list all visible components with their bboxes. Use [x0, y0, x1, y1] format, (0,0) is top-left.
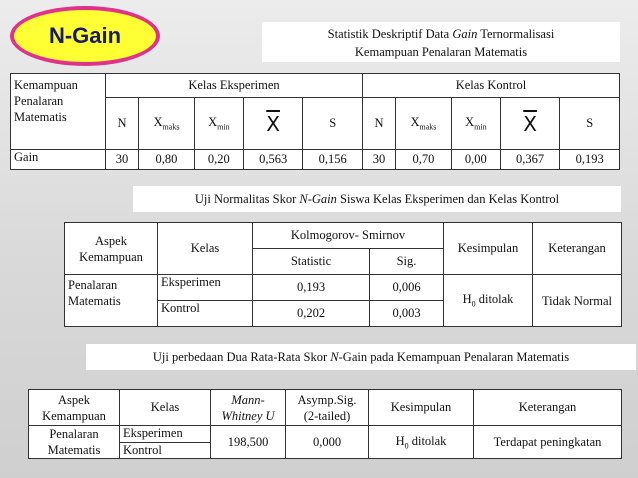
- class-header-2: Kelas: [120, 390, 211, 426]
- descriptive-stats-table: [10, 73, 620, 170]
- exp-s-value: 0,156: [303, 150, 363, 170]
- exp-xmin-value: 0,20: [194, 150, 243, 170]
- exp-mean-value: 0,563: [243, 150, 303, 170]
- remark-header-2: Keterangan: [474, 390, 622, 426]
- exp-n-header: N: [106, 98, 139, 150]
- asymp-sig-value: 0,000: [286, 426, 369, 459]
- ctrl-xmaks-value: 0,70: [396, 150, 452, 170]
- ctrl-n-header: N: [362, 98, 395, 150]
- descriptive-caption-line2: Kemampuan Penalaran Matematis: [354, 45, 528, 59]
- statistic-header: Statistic: [253, 249, 370, 275]
- sig-header: Sig.: [370, 249, 444, 275]
- experiment-group-header: Kelas Eksperimen: [106, 74, 363, 98]
- class-value-control: Kontrol: [158, 301, 253, 327]
- conclusion-header-2: Kesimpulan: [369, 390, 474, 426]
- mean-difference-table: [28, 389, 622, 459]
- mann-whitney-header: Mann-Whitney U: [211, 390, 286, 426]
- conclusion-header: Kesimpulan: [444, 223, 533, 275]
- ctrl-xmin-header: $X_{min}$: [451, 98, 500, 150]
- sig-value-control: 0,003: [370, 301, 444, 327]
- class-value-control-2: Kontrol: [120, 442, 211, 459]
- aspect-value: Penalaran Matematis: [65, 275, 158, 327]
- ctrl-xmin-value: 0,00: [451, 150, 500, 170]
- asymp-sig-header: Asymp.Sig. (2-tailed): [286, 390, 369, 426]
- statistic-value-control: 0,202: [253, 301, 370, 327]
- ctrl-mean-value: 0,367: [500, 150, 560, 170]
- ctrl-n-value: 30: [362, 150, 395, 170]
- remark-value-2: Terdapat peningkatan: [474, 426, 622, 459]
- mann-whitney-value: 198,500: [211, 426, 286, 459]
- remark-header: Keterangan: [533, 223, 622, 275]
- exp-xmaks-header: $X_{maks}$: [139, 98, 195, 150]
- remark-value: Tidak Normal: [533, 275, 622, 327]
- caption3-suffix: -Gain pada Kemampuan Penalaran Matematis: [338, 350, 570, 364]
- mean-difference-caption: [86, 344, 636, 370]
- ctrl-s-header: S: [560, 98, 620, 150]
- descriptive-caption: [262, 22, 620, 62]
- caption3-prefix: Uji perbedaan Dua Rata-Rata Skor: [152, 350, 331, 364]
- descriptive-caption-line1: [262, 25, 620, 43]
- exp-s-header: S: [303, 98, 363, 150]
- aspect-header: Aspek Kemampuan: [65, 223, 158, 275]
- gain-row-label: Gain: [11, 150, 106, 170]
- ngain-badge: [10, 6, 160, 66]
- class-value-experiment-2: Eksperimen: [120, 426, 211, 443]
- control-group-header: Kelas Kontrol: [362, 74, 619, 98]
- statistic-value-experiment: 0,193: [253, 275, 370, 301]
- caption2-prefix: Uji Normalitas Skor: [194, 192, 300, 206]
- caption2-italic: N-Gain: [299, 192, 337, 206]
- caption2-suffix: Siswa Kelas Eksperimen dan Kelas Kontrol: [336, 192, 560, 206]
- ability-header: Kemampuan Penalaran Matematis: [11, 74, 106, 150]
- ks-header: Kolmogorov- Smirnov: [253, 223, 444, 249]
- exp-mean-header: $\overline{X}$: [243, 98, 303, 150]
- sig-value-experiment: 0,006: [370, 275, 444, 301]
- normality-caption: [133, 186, 621, 212]
- exp-xmaks-value: 0,80: [139, 150, 195, 170]
- aspect-header-2: Aspek Kemampuan: [29, 390, 120, 426]
- ctrl-xmaks-header: $X_{maks}$: [396, 98, 452, 150]
- caption1-prefix: Statistik Deskriptif Data: [327, 27, 453, 41]
- caption3-italic: N: [330, 350, 339, 364]
- exp-xmin-header: $X_{min}$: [194, 98, 243, 150]
- caption1-suffix: Ternormalisasi: [477, 27, 555, 41]
- exp-n-value: 30: [106, 150, 139, 170]
- normality-test-table: [64, 222, 622, 327]
- conclusion-value-2: $H_0$ ditolak: [369, 426, 474, 459]
- badge-title: N-Gain: [48, 23, 122, 48]
- ctrl-s-value: 0,193: [560, 150, 620, 170]
- class-value-experiment: Eksperimen: [158, 275, 253, 301]
- caption1-italic: Gain: [452, 27, 478, 41]
- ctrl-mean-header: $\overline{X}$: [500, 98, 560, 150]
- conclusion-value: $H_0$ ditolak: [444, 275, 533, 327]
- class-header: Kelas: [158, 223, 253, 275]
- aspect-value-2: Penalaran Matematis: [29, 426, 120, 459]
